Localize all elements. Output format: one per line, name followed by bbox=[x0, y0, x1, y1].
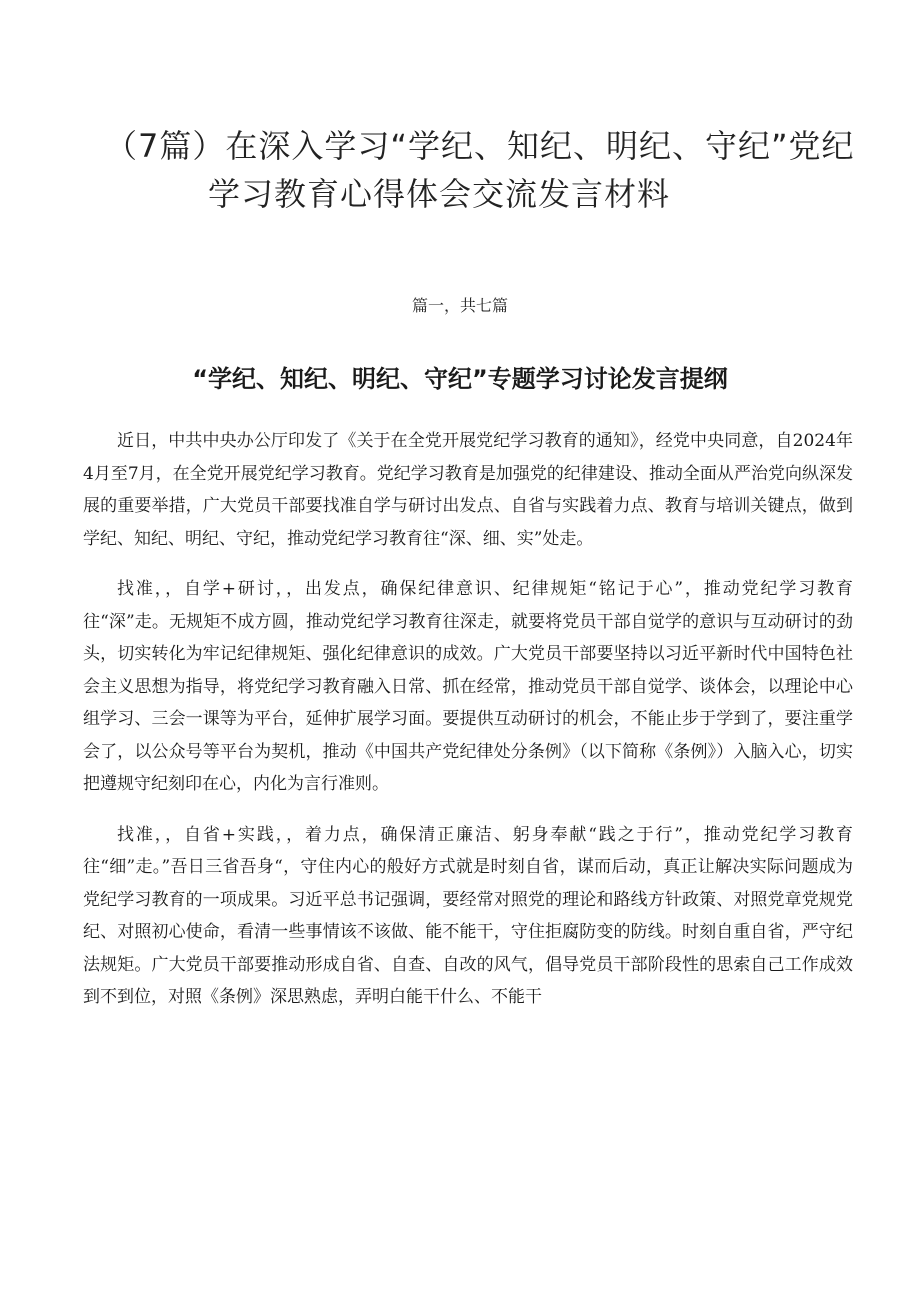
paragraph-3: 找准，，自省+实践，，着力点，确保清正廉洁、躬身奉献“践之于行”，推动党纪学习教育往“细”走。”吾日三省吾身“，守住内心的般好方式就是时刻自省，谋而后动，真正让解决实际问题成为党纪学习教育的一项成果。习近平总书记强调，要经常对照党的理论和路线方针政策、对照党章党规党纪、对照初心使命，看清一些事情该不该做、能不能干，守住拒腐防变的防线。时刻自重自省，严守纪法规矩。广大党员干部要推动形成自省、自查、自改的风气，倡导党员干部阶段性的思索自己工作成效到不到位，对照《条例》深思熟虑，弄明白能干什么、不能干 bbox=[83, 824, 853, 1007]
part-label: 篇一，共七篇 bbox=[411, 296, 508, 315]
document-title-line-2: 学习教育心得体会交流发言材料 bbox=[208, 175, 671, 213]
paragraph-2: 找准，，自学+研讨，，出发点，确保纪律意识、纪律规矩“铭记于心”，推动党纪学习教育往“深”走。无规矩不成方圆，推动党纪学习教育往深走，就要将党员干部自觉学的意识与互动研讨的劲头，切实转化为牢记纪律规矩、强化纪律意识的成效。广大党员干部要坚持以习近平新时代中国特色社会主义思想为指导，将党纪学习教育融入日常、抓在经常，推动党员干部自觉学、谈体会，以理论中心组学习、三会一课等为平台，延伸扩展学习面。要提供互动研讨的机会，不能止步于学到了，要注重学会了，以公众号等平台为契机，推动《中国共产党纪律处分条例》（以下简称《条例》）入脑入心，切实把遵规守纪刻印在心，内化为言行准则。 bbox=[83, 579, 853, 794]
document-title bbox=[105, 122, 865, 218]
document-title-line-1: （7篇）在深入学习“学纪、知纪、明纪、守纪”党纪 bbox=[105, 127, 855, 165]
paragraph-1: 近日，中共中央办公厅印发了《关于在全党开展党纪学习教育的通知》，经党中央同意，自2024年4月至7月，在全党开展党纪学习教育。党纪学习教育是加强党的纪律建设、推动全面从严治党向纵深发展的重要举措，广大党员干部要找准自学与研讨出发点、自省与实践着力点、教育与培训关键点，做到学纪、知纪、明纪、守纪，推动党纪学习教育往“深、细、实”处走。 bbox=[83, 431, 853, 549]
body-text bbox=[83, 425, 853, 1032]
section-title: “学纪、知纪、明纪、守纪”专题学习讨论发言提纲 bbox=[192, 365, 728, 393]
